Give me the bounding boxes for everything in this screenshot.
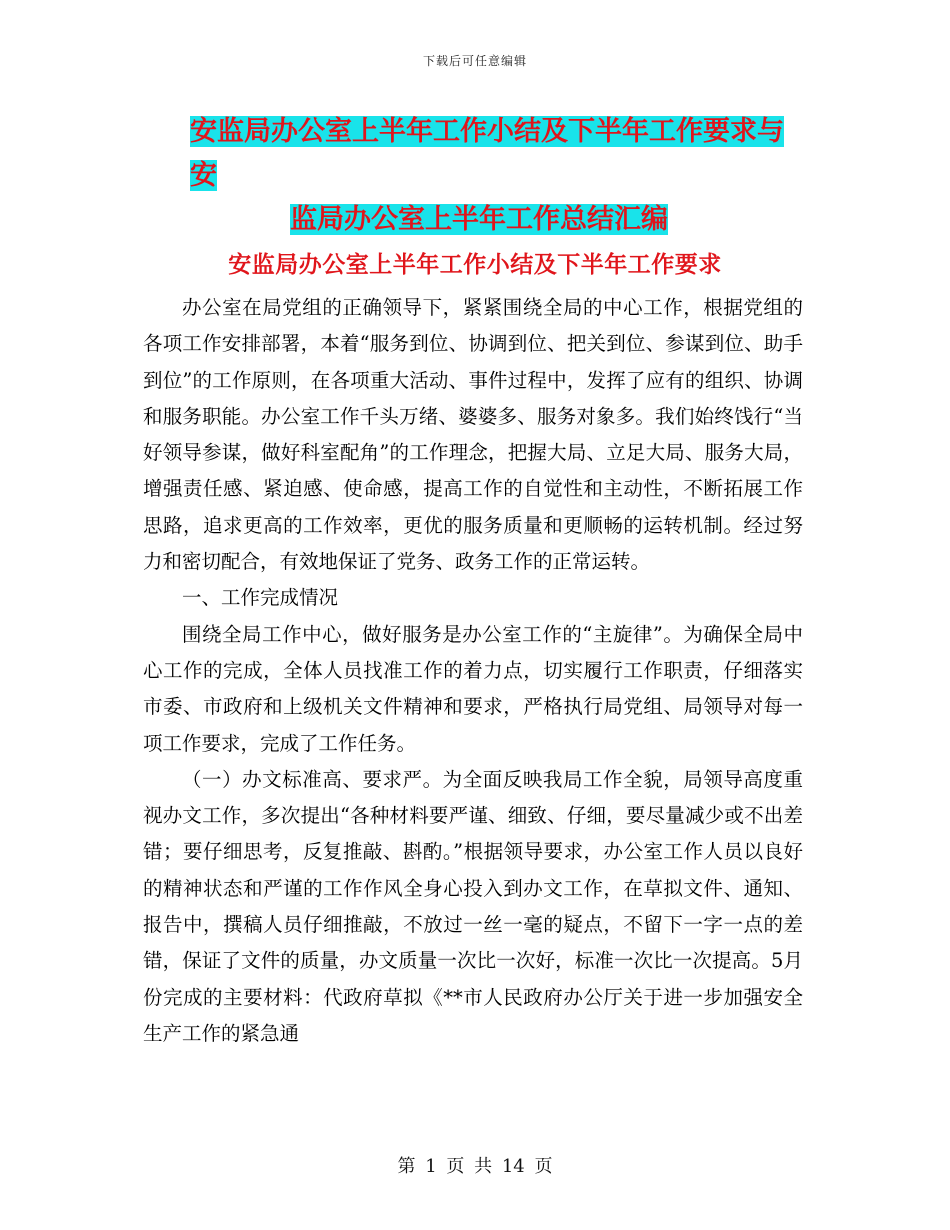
body-paragraph: （一）办文标准高、要求严。为全面反映我局工作全貌，局领导高度重视办文工作，多次提出“各种材料要严谨、细致、仔细，要尽量减少或不出差错；要仔细思考，反复推敲、斟酌。”根据领导要求，办公室工作人员以良好的精神状态和严谨的工作作风全身心投入到办文工作，在草拟文件、通知、报告中，撰稿人员仔细推敲，不放过一丝一毫的疑点，不留下一字一点的差错，保证了文件的质量，办文质量一次比一次好，标准一次比一次提高。5月份完成的主要材料：代政府草拟《**市人民政府办公厅关于进一步加强安全生产工作的紧急通: [143, 767, 803, 1045]
document-body: [143, 290, 803, 1052]
section-heading: 一、工作完成情况: [182, 586, 339, 610]
body-paragraph: 围绕全局工作中心，做好服务是办公室工作的“主旋律”。为确保全局中心工作的完成，全体人员找准工作的着力点，切实履行工作职责，仔细落实市委、市政府和上级机关文件精神和要求，严格执行局党组、局领导对每一项工作要求，完成了工作任务。: [143, 622, 803, 755]
section-subtitle: 安监局办公室上半年工作小结及下半年工作要求: [228, 251, 722, 278]
document-title: [190, 110, 810, 242]
document-title-line-1: 安监局办公室上半年工作小结及下半年工作要求与安: [190, 116, 784, 191]
page-number-footer: 第 1 页 共 14 页: [397, 1156, 553, 1177]
document-title-line-2: 监局办公室上半年工作总结汇编: [290, 204, 668, 235]
page-header-note: 下载后可任意编辑: [422, 54, 527, 68]
body-paragraph: 办公室在局党组的正确领导下，紧紧围绕全局的中心工作，根据党组的各项工作安排部署，本着“服务到位、协调到位、把关到位、参谋到位、助手到位”的工作原则，在各项重大活动、事件过程中，发挥了应有的组织、协调和服务职能。办公室工作千头万绪、婆婆多、服务对象多。我们始终饯行“当好领导参谋，做好科室配角”的工作理念，把握大局、立足大局、服务大局，增强责任感、紧迫感、使命感，提高工作的自觉性和主动性，不断拓展工作思路，追求更高的工作效率，更优的服务质量和更顺畅的运转机制。经过努力和密切配合，有效地保证了党务、政务工作的正常运转。: [143, 296, 803, 574]
